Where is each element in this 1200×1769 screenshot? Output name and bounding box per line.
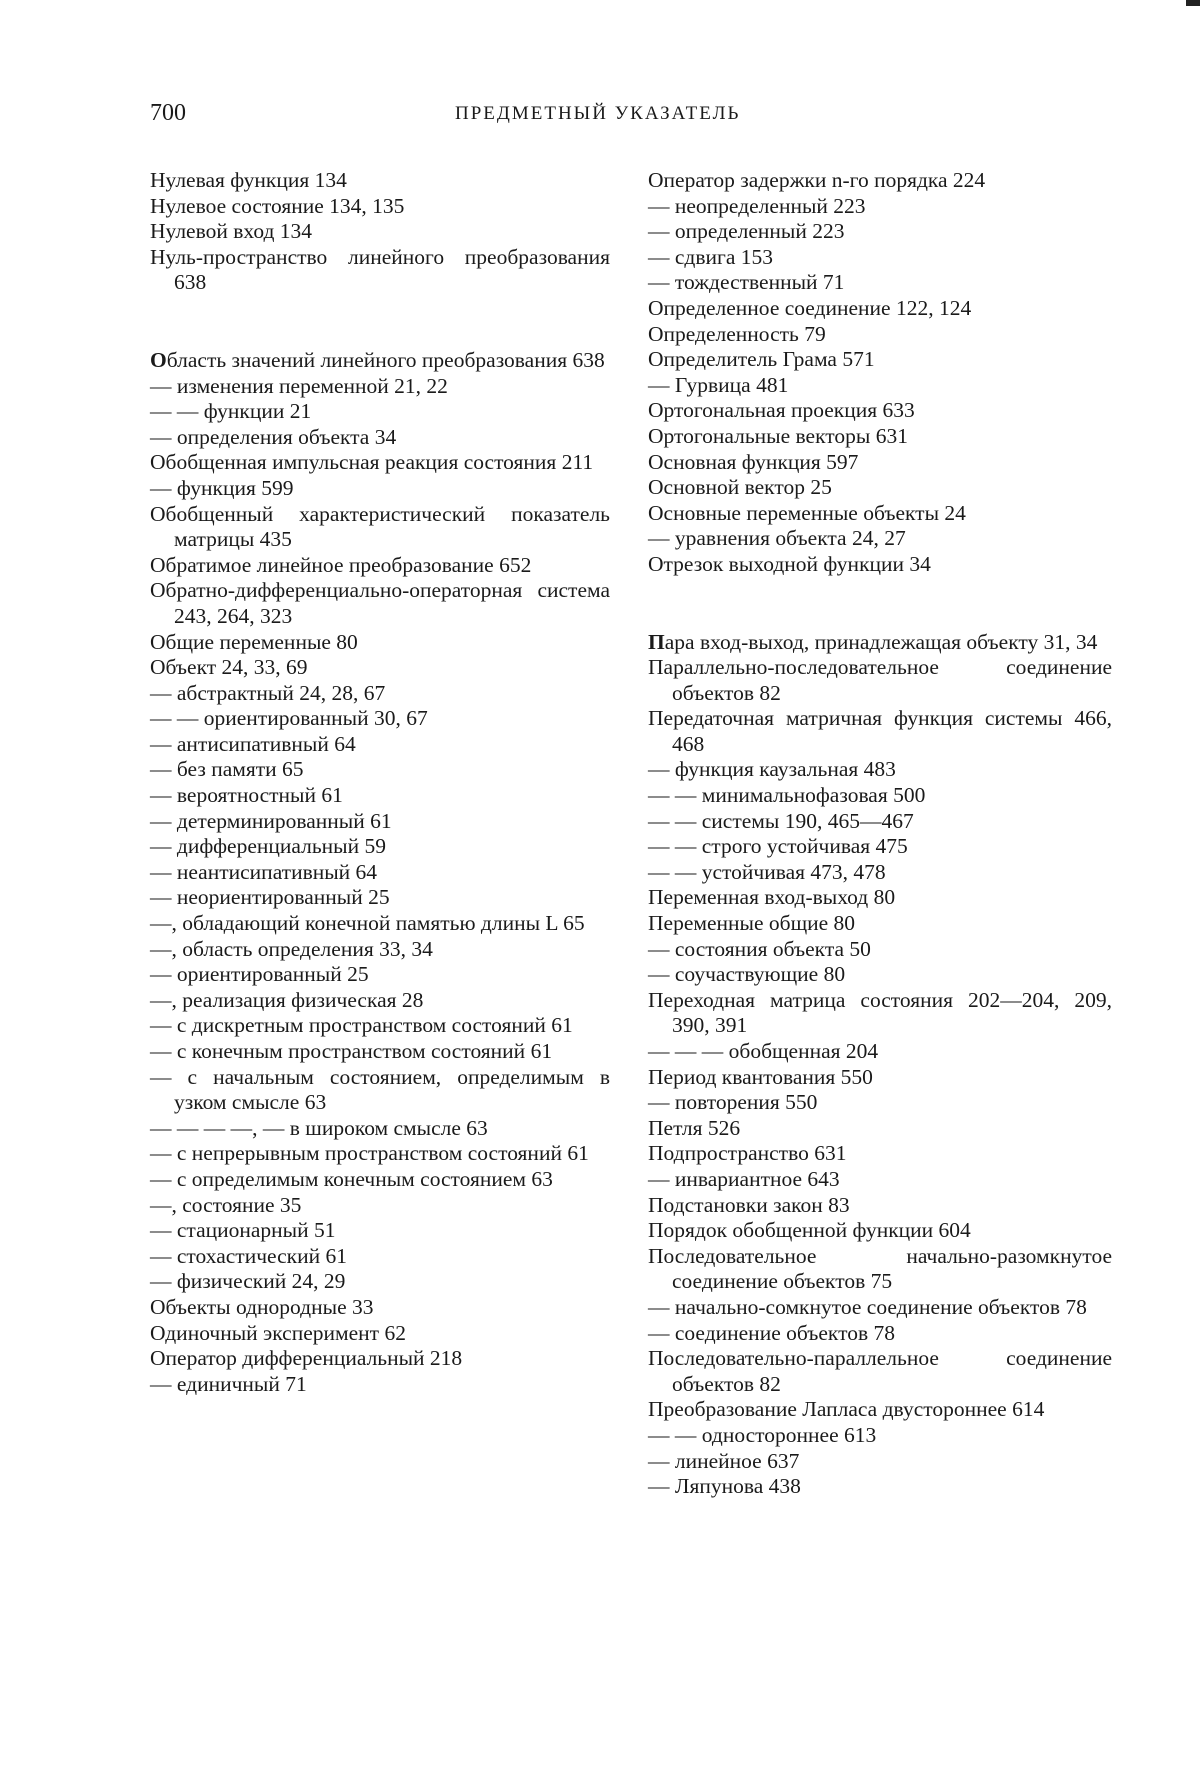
index-entry: Последовательное начально-разомкнутое соединение объектов 75 xyxy=(648,1243,1112,1294)
index-entry: — определения объекта 34 xyxy=(150,424,397,449)
index-entry: — соучаствующие 80 xyxy=(648,962,846,987)
index-entry: — единичный 71 xyxy=(150,1371,307,1396)
index-entry: — повторения 550 xyxy=(648,1090,818,1115)
index-entry: Петля 526 xyxy=(648,1115,741,1140)
index-entry: — Ляпунова 438 xyxy=(648,1474,801,1499)
index-entry: — — — —, — в широком смысле 63 xyxy=(150,1115,488,1140)
index-entry: — уравнения объекта 24, 27 xyxy=(648,526,906,551)
index-entry: Нулевая функция 134 xyxy=(150,168,347,192)
index-entry: — линейное 637 xyxy=(648,1448,800,1473)
index-entry: — физический 24, 29 xyxy=(150,1269,346,1294)
index-entry: Определенное соединение 122, 124 xyxy=(648,295,972,320)
index-entry: Общие переменные 80 xyxy=(150,629,358,654)
index-entry: Нуль-пространство линейного преобразования 638 xyxy=(150,244,610,295)
index-entry: Одиночный эксперимент 62 xyxy=(150,1320,406,1345)
index-column-right xyxy=(648,168,1112,1500)
section-gap xyxy=(150,296,610,348)
index-entry: —, обладающий конечной памятью длины L 65 xyxy=(150,911,585,936)
index-column-left xyxy=(150,168,610,1397)
index-entry: — определенный 223 xyxy=(648,219,845,244)
index-entry: Объекты однородные 33 xyxy=(150,1294,374,1319)
index-entry: Область значений линейного преобразования 638 xyxy=(150,347,605,372)
index-entry: Последовательно-параллельное соединение объектов 82 xyxy=(648,1346,1112,1396)
index-entry: — инвариантное 643 xyxy=(648,1166,840,1191)
index-entry: Ортогональная проекция 633 xyxy=(648,398,915,423)
running-title: ПРЕДМЕТНЫЙ УКАЗАТЕЛЬ xyxy=(455,103,741,124)
index-entry: — — строго устойчивая 475 xyxy=(648,834,908,859)
index-entry: — начально-сомкнутое соединение объектов 78 xyxy=(648,1294,1087,1319)
index-entry: —, реализация физическая 28 xyxy=(150,987,424,1012)
index-entry: Подстановки закон 83 xyxy=(648,1192,850,1217)
index-entry: Обратимое линейное преобразование 652 xyxy=(150,552,532,577)
index-entry: — тождественный 71 xyxy=(648,270,845,295)
index-entry: Основная функция 597 xyxy=(648,449,859,474)
index-entry: Оператор дифференциальный 218 xyxy=(150,1346,463,1371)
index-entry: — — минимальнофазовая 500 xyxy=(648,783,926,808)
index-entry: Переменная вход-выход 80 xyxy=(648,885,896,910)
index-entry: — Гурвица 481 xyxy=(648,372,789,397)
index-entry: Объект 24, 33, 69 xyxy=(150,655,308,680)
index-entry: — антисипативный 64 xyxy=(150,731,356,756)
index-entry: Подпространство 631 xyxy=(648,1141,847,1166)
section-gap xyxy=(648,578,1112,630)
scan-corner-mark xyxy=(1186,0,1200,6)
index-entry: — вероятностный 61 xyxy=(150,783,343,808)
index-entry: — с определимым конечным состоянием 63 xyxy=(150,1166,553,1191)
index-entry: — неориентированный 25 xyxy=(150,885,390,910)
index-entry: — — системы 190, 465—467 xyxy=(648,808,914,833)
index-entry: — состояния объекта 50 xyxy=(648,936,871,961)
index-entry: Определенность 79 xyxy=(648,321,826,346)
index-entry: Нулевое состояние 134, 135 xyxy=(150,193,405,218)
index-entry: — без памяти 65 xyxy=(150,757,304,782)
index-entry: — детерминированный 61 xyxy=(150,808,392,833)
index-entry: — — ориентированный 30, 67 xyxy=(150,706,428,731)
page-number: 700 xyxy=(150,100,186,126)
index-entry: — дифференциальный 59 xyxy=(150,834,387,859)
index-entry: Обобщенная импульсная реакция состояния 211 xyxy=(150,450,594,475)
index-entry: Обобщенный характеристический показатель матрицы 435 xyxy=(150,501,610,552)
index-entry: Переходная матрица состояния 202—204, 209, 390, 391 xyxy=(648,987,1112,1038)
index-entry: Оператор задержки n-го порядка 224 xyxy=(648,168,986,192)
index-entry: Отрезок выходной функции 34 xyxy=(648,551,931,576)
index-entry: — функция каузальная 483 xyxy=(648,757,896,782)
index-entry: — неантисипативный 64 xyxy=(150,859,378,884)
index-entry: Основной вектор 25 xyxy=(648,475,832,500)
index-entry: — с начальным состоянием, определимым в узком смысле 63 xyxy=(150,1064,610,1115)
index-entry: Передаточная матричная функция системы 466, 468 xyxy=(648,706,1112,756)
index-entry: — с дискретным пространством состояний 61 xyxy=(150,1013,573,1038)
index-entry: Порядок обобщенной функции 604 xyxy=(648,1218,971,1243)
index-entry: — абстрактный 24, 28, 67 xyxy=(150,680,386,705)
index-entry: — сдвига 153 xyxy=(648,244,774,269)
index-entry: Основные переменные объекты 24 xyxy=(648,500,966,525)
index-entry: Нулевой вход 134 xyxy=(150,219,313,244)
page-header xyxy=(150,100,1110,140)
index-entry: — с непрерывным пространством состояний 61 xyxy=(150,1141,589,1166)
index-entry: Переменные общие 80 xyxy=(648,911,856,936)
index-entry: — ориентированный 25 xyxy=(150,962,369,987)
index-entry: Преобразование Лапласа двустороннее 614 xyxy=(648,1397,1045,1422)
index-entry: — стохастический 61 xyxy=(150,1243,347,1268)
index-entry: — — устойчивая 473, 478 xyxy=(648,859,886,884)
index-entry: Пара вход-выход, принадлежащая объекту 31, 34 xyxy=(648,629,1098,654)
index-entry: — стационарный 51 xyxy=(150,1218,336,1243)
index-entry: — неопределенный 223 xyxy=(648,193,866,218)
index-entry: Ортогональные векторы 631 xyxy=(648,423,908,448)
index-entry: Обратно-дифференциально-операторная система 243, 264, 323 xyxy=(150,578,610,628)
index-entry: Определитель Грама 571 xyxy=(648,347,875,372)
index-entry: — изменения переменной 21, 22 xyxy=(150,373,448,398)
index-entry: —, область определения 33, 34 xyxy=(150,936,433,961)
index-entry: — — — обобщенная 204 xyxy=(648,1039,879,1063)
index-entry: — — функции 21 xyxy=(150,399,312,424)
index-entry: —, состояние 35 xyxy=(150,1192,302,1217)
index-entry: — функция 599 xyxy=(150,475,294,500)
index-entry: — — одностороннее 613 xyxy=(648,1422,877,1447)
index-entry: — с конечным пространством состояний 61 xyxy=(150,1039,553,1063)
index-entry: Параллельно-последовательное соединение объектов 82 xyxy=(648,655,1112,705)
index-entry: Период квантования 550 xyxy=(648,1064,873,1089)
index-entry: — соединение объектов 78 xyxy=(648,1320,895,1345)
